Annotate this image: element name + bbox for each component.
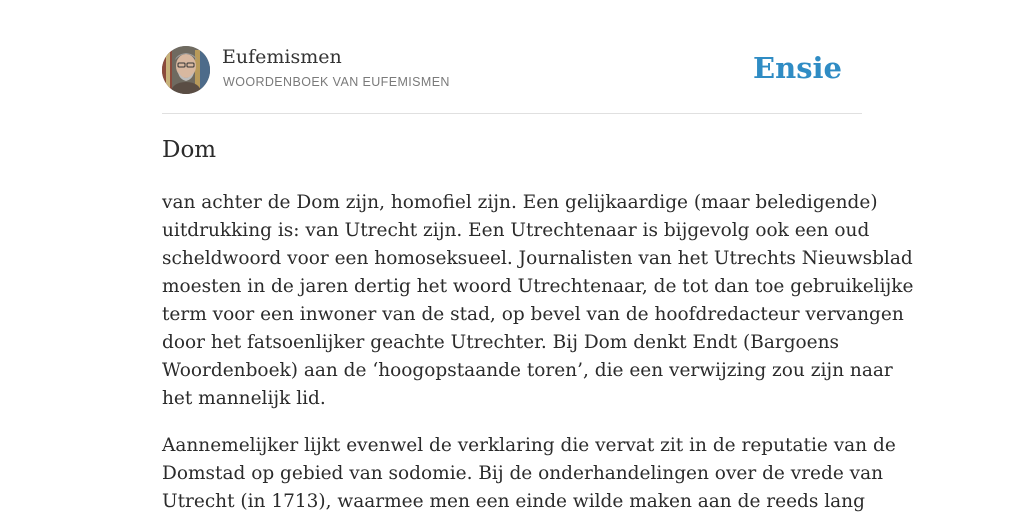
text-line: Utrecht (in 1713), waarmee men een einde wilde maken aan de reeds lang [162, 491, 865, 512]
text-line: Woordenboek) aan de ‘hoogopstaande toren’, die een verwijzing zou zijn naar [162, 360, 893, 381]
text-line: Aannemelijker lijkt evenwel de verklaring die vervat zit in de reputatie van de [162, 435, 896, 456]
brand-logo[interactable]: Ensie [753, 51, 842, 85]
entry-paragraph [162, 432, 896, 512]
avatar[interactable] [162, 46, 210, 94]
avatar-portrait-icon [162, 46, 210, 94]
text-line: moesten in de jaren dertig het woord Utrechtenaar, de tot dan toe gebruikelijke [162, 276, 914, 297]
text-line: het mannelijk lid. [162, 388, 326, 409]
author-name[interactable]: Eufemismen [222, 46, 342, 68]
text-line: uitdrukking is: van Utrecht zijn. Een Utrechtenaar is bijgevolg ook een oud [162, 220, 870, 241]
header [162, 46, 862, 96]
text-line: Domstad op gebied van sodomie. Bij de onderhandelingen over de vrede van [162, 463, 884, 484]
header-divider [162, 113, 862, 114]
entry-title: Dom [162, 137, 217, 163]
text-line: scheldwoord voor een homoseksueel. Journalisten van het Utrechts Nieuwsblad [162, 248, 913, 269]
entry-paragraph [162, 189, 914, 413]
author-subtitle[interactable]: WOORDENBOEK VAN EUFEMISMEN [223, 75, 450, 89]
text-line: term voor een inwoner van de stad, op bevel van de hoofdredacteur vervangen [162, 304, 904, 325]
text-line: van achter de Dom zijn, homofiel zijn. Een gelijkaardige (maar beledigende) [162, 192, 878, 213]
text-line: door het fatsoenlijker geachte Utrechter. Bij Dom denkt Endt (Bargoens [162, 332, 840, 353]
entry-body [162, 189, 914, 512]
